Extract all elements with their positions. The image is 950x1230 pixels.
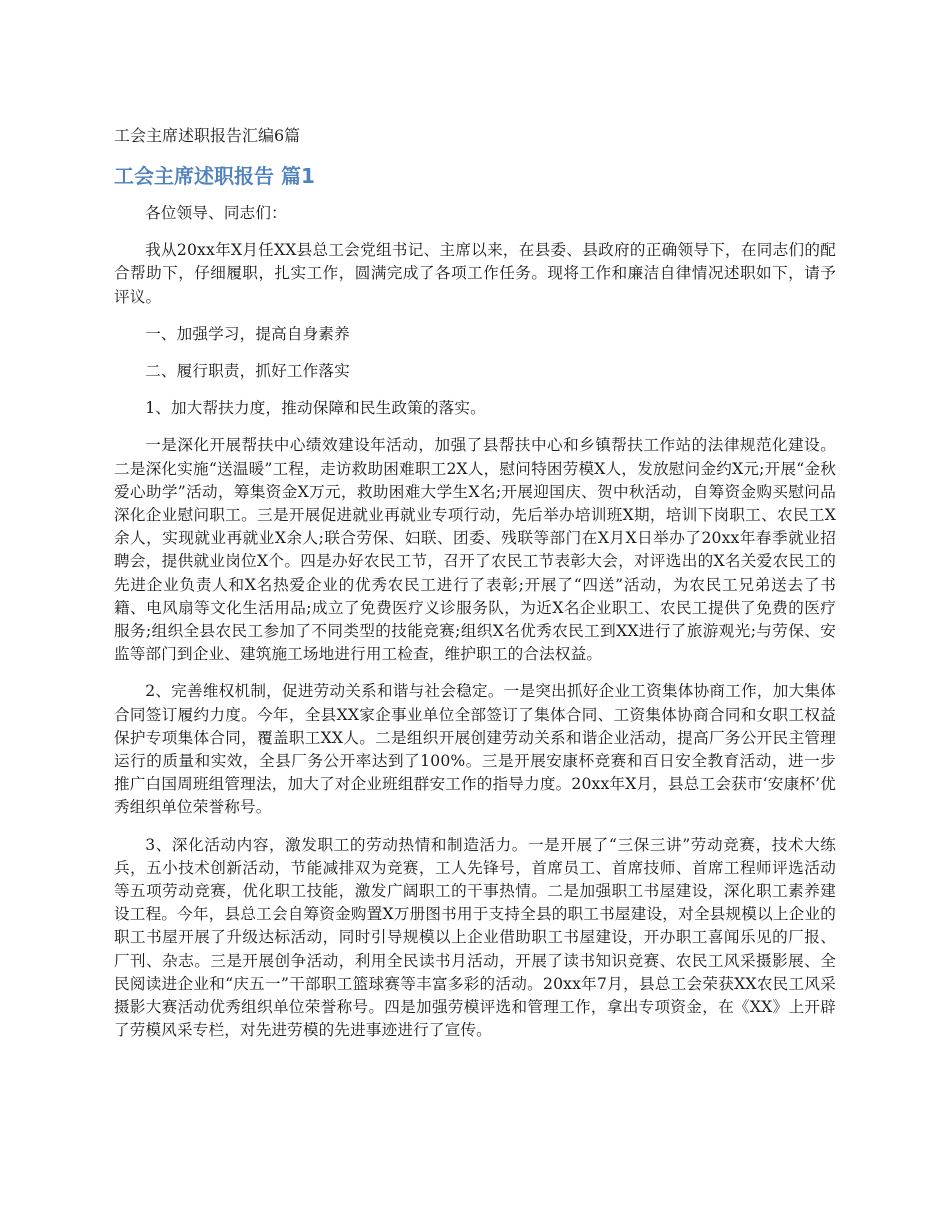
paragraph-item-1: 1、加大帮扶力度，推动保障和民生政策的落实。 [145, 399, 486, 418]
paragraph-greeting: 各位领导、同志们： [145, 204, 287, 222]
paragraph-assistance: 一是深化开展帮扶中心绩效建设年活动，加强了县帮扶中心和乡镇帮扶工作站的法律规范化建设。二是深化实施“送温暖”工程，走访救助困难职工2X人，慰问特困劳模X人，发放慰问金约X元;开展“金秋爱心助学”活动，筹集资金X万元，救助困难大学生X名;开展迎国庆、贺中秋活动，自筹资金购买慰问品深化企业慰问职工。三是开展促进就业再就业专项行动，先后举办培训班X期，培训下岗职工、农民工X余人，实现就业再就业X余人;联合劳保、妇联、团委、残联等部门在X月X日举办了20xx年春季就业招聘会，提供就业岗位X个。四是办好农民工节，召开了农民工节表彰大会，对评选出的X名关爱农民工的先进企业负责人和X名热爱企业的优秀农民工进行了表彰;开展了“四送”活动，为农民工兄弟送去了书籍、电风扇等文化生活用品;成立了免费医疗义诊服务队，为近X名企业职工、农民工提供了免费的医疗服务;组织全县农民工参加了不同类型的技能竞赛;组织X名优秀农民工到XX进行了旅游观光;与劳保、安监等部门到企业、建筑施工场地进行用工检查，维护职工的合法权益。 [114, 436, 836, 664]
paragraph-item-2: 2、完善维权机制，促进劳动关系和谐与社会稳定。一是突出抓好企业工资集体协商工作，加大集体合同签订履约力度。今年，全县XX家企事业单位全部签订了集体合同、工资集体协商合同和女职工权益保护专项集体合同，覆盖职工XX人。二是组织开展创建劳动关系和谐企业活动，提高厂务公开民主管理运行的质量和实效，全县厂务公开率达到了100%。三是开展安康杯竞赛和百日安全教育活动，进一步推广白国周班组管理法，加大了对企业班组群安工作的指导力度。20xx年X月，县总工会获市‘安康杯’优秀组织单位荣誉称号。 [114, 682, 836, 817]
section-heading: 工会主席述职报告 篇1 [114, 164, 315, 188]
paragraph-heading-study: 一、加强学习，提高自身素养 [145, 324, 350, 343]
document-title: 工会主席述职报告汇编6篇 [114, 126, 301, 145]
paragraph-item-3: 3、深化活动内容，激发职工的劳动热情和制造活力。一是开展了“三保三讲”劳动竞赛，技术大练兵，五小技术创新活动，节能减排双为竞赛，工人先锋号，首席员工、首席技师、首席工程师评选活动等五项劳动竞赛，优化职工技能，激发广阔职工的干事热情。二是加强职工书屋建设，深化职工素养建设工程。今年，县总工会自筹资金购置X万册图书用于支持全县的职工书屋建设，对全县规模以上企业的职工书屋开展了升级达标活动，同时引导规模以上企业借助职工书屋建设，开办职工喜闻乐见的厂报、厂刊、杂志。三是开展创争活动，利用全民读书月活动，开展了读书知识竞赛、农民工风采摄影展、全民阅读进企业和“庆五一”干部职工篮球赛等丰富多彩的活动。20xx年7月，县总工会荣获XX农民工风采摄影大赛活动优秀组织单位荣誉称号。四是加强劳模评选和管理工作，拿出专项资金，在《XX》上开辟了劳模风采专栏，对先进劳模的先进事迹进行了宣传。 [114, 835, 836, 1040]
document-page [114, 124, 836, 1057]
paragraph-intro: 我从20xx年X月任XX县总工会党组书记、主席以来，在县委、县政府的正确领导下，在同志们的配合帮助下，仔细履职，扎实工作，圆满完成了各项工作任务。现将工作和廉洁自律情况述职如下，请予评议。 [114, 241, 836, 306]
paragraph-heading-duties: 二、履行职责，抓好工作落实 [145, 362, 350, 381]
